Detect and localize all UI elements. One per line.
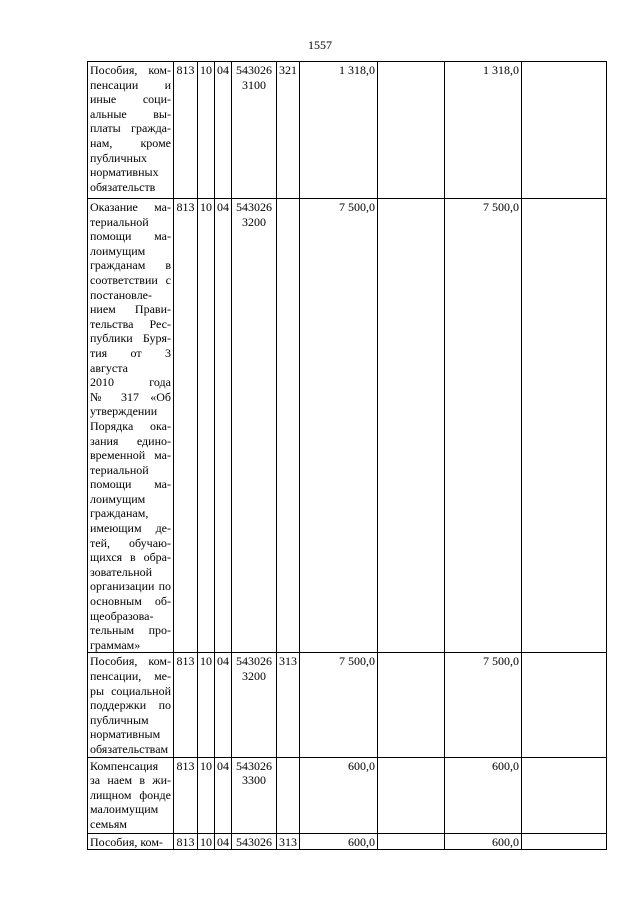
item-name-line: утверждении bbox=[90, 404, 158, 419]
item-name-line: нормативных bbox=[90, 165, 159, 180]
amount-cell-1: 7 500,0 bbox=[300, 653, 378, 757]
section-code-cell: 10 bbox=[198, 62, 215, 199]
item-name-line: нормативным bbox=[90, 727, 161, 742]
item-name-line: лищном фонде bbox=[90, 787, 171, 802]
item-name-line: тельства Рес- bbox=[90, 316, 171, 331]
item-name-line: иные соци- bbox=[90, 92, 171, 107]
item-name-line: лоимущим bbox=[90, 491, 146, 506]
expense-type-cell: 321 bbox=[277, 62, 300, 199]
item-name-line: публики Буря- bbox=[90, 331, 171, 346]
item-name-line: Компенсация bbox=[90, 758, 159, 773]
expense-type-cell bbox=[277, 757, 300, 833]
item-name-line: малоимущим bbox=[90, 802, 159, 817]
item-name-line: граммам» bbox=[90, 637, 141, 652]
ministry-code-cell: 813 bbox=[174, 653, 198, 757]
item-name-line: № 317 «Об bbox=[90, 389, 171, 404]
item-name-line: лоимущим bbox=[90, 243, 146, 258]
item-name-line: организации по bbox=[90, 579, 171, 594]
item-name-line: тия от 3 августа bbox=[90, 345, 171, 375]
item-name-line: ры социальной bbox=[90, 683, 171, 698]
amount-cell-4 bbox=[522, 833, 607, 850]
table-row bbox=[88, 653, 607, 757]
item-name-line: помощи ма- bbox=[90, 477, 171, 492]
target-article-cell: 543026 3300 bbox=[232, 757, 277, 833]
section-code-cell: 10 bbox=[198, 757, 215, 833]
table-row bbox=[88, 833, 607, 850]
item-name-cell bbox=[88, 653, 174, 757]
item-name-line: гражданам, bbox=[90, 506, 149, 521]
item-name-line: соответствии с bbox=[90, 272, 171, 287]
amount-cell-3: 7 500,0 bbox=[445, 199, 522, 653]
item-name-line: публичным bbox=[90, 712, 149, 727]
subsection-code-cell: 04 bbox=[215, 757, 232, 833]
item-name-line: зания едино- bbox=[90, 433, 171, 448]
item-name-cell bbox=[88, 199, 174, 653]
item-name-line: щихся в обра- bbox=[90, 550, 171, 565]
item-name-line: териальной bbox=[90, 462, 149, 477]
amount-cell-2 bbox=[378, 62, 445, 199]
item-name-line: Пособия, ком- bbox=[90, 654, 171, 669]
amount-cell-4 bbox=[522, 757, 607, 833]
item-name-line: временной ма- bbox=[90, 448, 171, 463]
item-name-cell bbox=[88, 757, 174, 833]
page-number: 1557 bbox=[308, 38, 332, 52]
amount-cell-2 bbox=[378, 199, 445, 653]
amount-cell-4 bbox=[522, 199, 607, 653]
amount-cell-3: 1 318,0 bbox=[445, 62, 522, 199]
ministry-code-cell: 813 bbox=[174, 199, 198, 653]
item-name-line: щеобразова- bbox=[90, 608, 154, 623]
target-article-cell: 543026 3100 bbox=[232, 62, 277, 199]
amount-cell-2 bbox=[378, 833, 445, 850]
subsection-code-cell: 04 bbox=[215, 653, 232, 757]
amount-cell-3: 7 500,0 bbox=[445, 653, 522, 757]
amount-cell-1: 1 318,0 bbox=[300, 62, 378, 199]
target-article-cell: 543026 3200 bbox=[232, 199, 277, 653]
amount-cell-3: 600,0 bbox=[445, 833, 522, 850]
ministry-code-cell: 813 bbox=[174, 757, 198, 833]
item-name-line: альные вы- bbox=[90, 106, 171, 121]
item-name-line: гражданам в bbox=[90, 258, 171, 273]
table-row bbox=[88, 62, 607, 199]
item-name-line: семьям bbox=[90, 816, 127, 831]
table-row bbox=[88, 757, 607, 833]
budget-table bbox=[87, 61, 607, 850]
item-name-line: имеющим де- bbox=[90, 521, 171, 536]
item-name-line: 2010 года bbox=[90, 375, 171, 390]
item-name-line: платы гражда- bbox=[90, 121, 171, 136]
item-name-line: зовательной bbox=[90, 564, 153, 579]
ministry-code-cell: 813 bbox=[174, 833, 198, 850]
item-name-line: публичных bbox=[90, 150, 147, 165]
item-name-line: Пособия, ком- bbox=[90, 63, 171, 77]
item-name-line: обязательствам bbox=[90, 741, 169, 756]
table-row bbox=[88, 199, 607, 653]
amount-cell-3: 600,0 bbox=[445, 757, 522, 833]
ministry-code-cell: 813 bbox=[174, 62, 198, 199]
item-name-line: нам, кроме bbox=[90, 135, 171, 150]
item-name-line: Оказание ма- bbox=[90, 200, 171, 214]
subsection-code-cell: 04 bbox=[215, 833, 232, 850]
item-name-line: Пособия, ком- bbox=[90, 834, 163, 849]
item-name-line: основным об- bbox=[90, 594, 171, 609]
item-name-cell bbox=[88, 833, 174, 850]
amount-cell-4 bbox=[522, 653, 607, 757]
subsection-code-cell: 04 bbox=[215, 199, 232, 653]
item-name-line: териальной bbox=[90, 214, 149, 229]
item-name-line: нием Прави- bbox=[90, 302, 171, 317]
item-name-line: постановле- bbox=[90, 287, 153, 302]
item-name-line: пенсации, ме- bbox=[90, 669, 171, 683]
expense-type-cell: 313 bbox=[277, 833, 300, 850]
expense-type-cell: 313 bbox=[277, 653, 300, 757]
item-name-line: поддержки по bbox=[90, 698, 171, 713]
amount-cell-1: 7 500,0 bbox=[300, 199, 378, 653]
amount-cell-1: 600,0 bbox=[300, 757, 378, 833]
item-name-line: помощи ма- bbox=[90, 229, 171, 244]
amount-cell-2 bbox=[378, 653, 445, 757]
table-body bbox=[88, 62, 607, 850]
target-article-cell: 543026 bbox=[232, 833, 277, 850]
item-name-line: пенсации и bbox=[90, 77, 171, 92]
item-name-line: за наем в жи- bbox=[90, 773, 171, 788]
amount-cell-4 bbox=[522, 62, 607, 199]
subsection-code-cell: 04 bbox=[215, 62, 232, 199]
amount-cell-1: 600,0 bbox=[300, 833, 378, 850]
target-article-cell: 543026 3200 bbox=[232, 653, 277, 757]
item-name-line: тельным про- bbox=[90, 623, 171, 638]
section-code-cell: 10 bbox=[198, 199, 215, 653]
section-code-cell: 10 bbox=[198, 653, 215, 757]
section-code-cell: 10 bbox=[198, 833, 215, 850]
amount-cell-2 bbox=[378, 757, 445, 833]
expense-type-cell bbox=[277, 199, 300, 653]
item-name-cell bbox=[88, 62, 174, 199]
item-name-line: тей, обучаю- bbox=[90, 535, 171, 550]
item-name-line: обязательств bbox=[90, 179, 156, 194]
item-name-line: Порядка ока- bbox=[90, 418, 171, 433]
